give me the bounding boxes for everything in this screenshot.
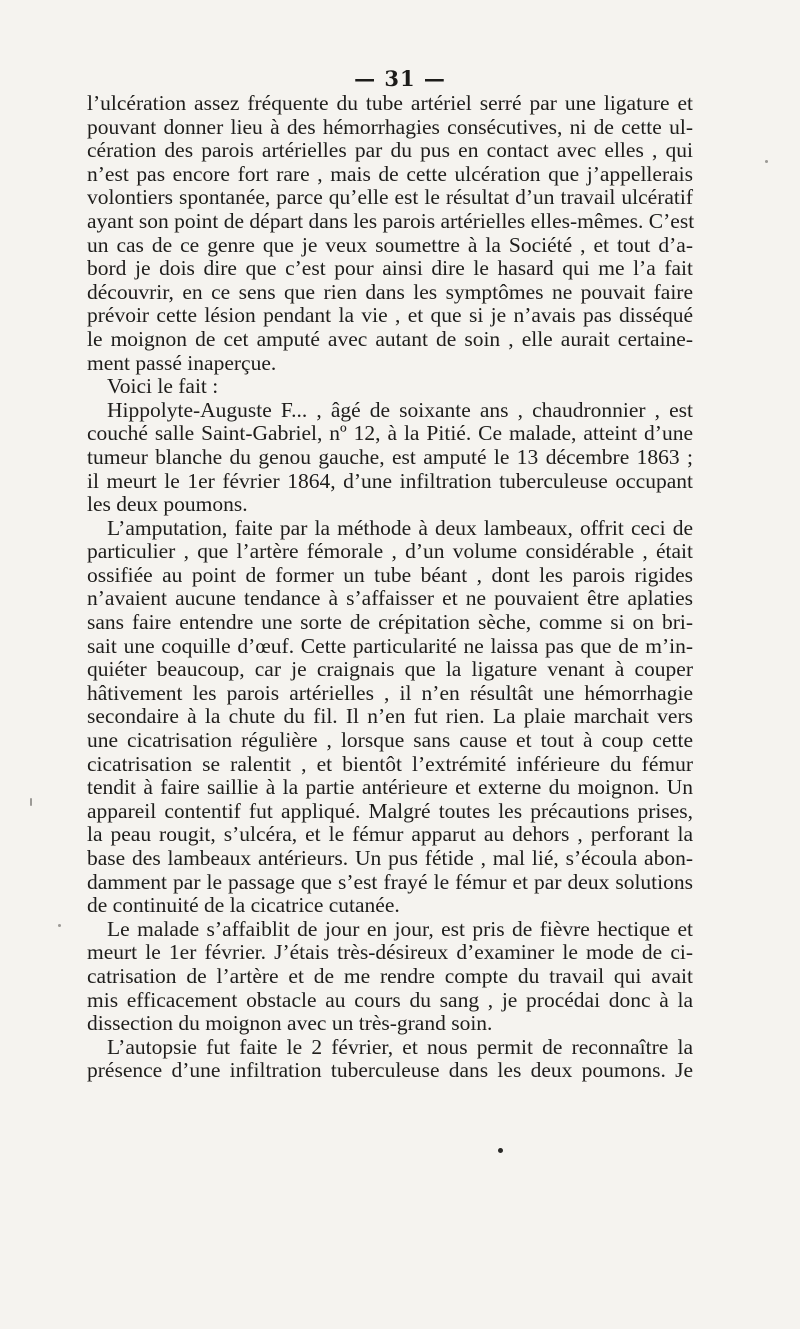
text-line: une cicatrisation régulière , lorsque sans cause et tout à coup cette [87, 728, 693, 753]
text-line: tumeur blanche du genou gauche, est amputé le 13 décembre 1863 ; [87, 444, 693, 469]
page-number: — 31 — [354, 66, 446, 91]
text-line: mis efficacement obstacle au cours du sang , je procédai donc à la [87, 987, 693, 1012]
text-line: tendit à faire saillie à la partie antérieure et externe du moignon. Un [87, 775, 693, 800]
text-line: les deux poumons. [87, 492, 248, 517]
text-line: ment passé inaperçue. [87, 350, 277, 375]
text-line: quiéter beaucoup, car je craignais que la ligature venant à couper [87, 657, 693, 682]
text-line: appareil contentif fut appliqué. Malgré toutes les précautions prises, [87, 798, 693, 823]
text-line: sans faire entendre une sorte de crépitation sèche, comme si on bri- [87, 610, 693, 635]
text-line: catrisation de l’artère et de me rendre compte du travail qui avait [87, 963, 693, 988]
text-line: dissection du moignon avec un très-grand soin. [87, 1011, 493, 1036]
text-line: volontiers spontanée, parce qu’elle est le résultat d’un travail ulcératif [87, 185, 693, 210]
text-line: damment par le passage que s’est frayé le fémur et par deux solutions [87, 869, 693, 894]
text-line: secondaire à la chute du fil. Il n’en fut rien. La plaie marchait vers [87, 704, 693, 729]
text-line: L’autopsie fut faite le 2 février, et nous permit de reconnaître la [107, 1034, 693, 1059]
text-line: base des lambeaux antérieurs. Un pus fétide , mal lié, s’écoula abon- [87, 846, 693, 870]
text-line: la peau rougit, s’ulcéra, et le fémur apparut au dehors , perforant la [87, 822, 693, 847]
text-line: Le malade s’affaiblit de jour en jour, est pris de fièvre hectique et [107, 916, 693, 941]
text-line: meurt le 1er février. J’étais très-désireux d’examiner le mode de ci- [87, 940, 693, 965]
text-line: couché salle Saint-Gabriel, nº 12, à la Pitié. Ce malade, atteint d’une [87, 421, 693, 446]
paper-speck [30, 798, 32, 806]
text-line: sait une coquille d’œuf. Cette particularité ne laissa pas que de m’in- [87, 633, 693, 658]
text-line: pouvant donner lieu à des hémorrhagies consécutives, ni de cette ul- [87, 114, 693, 139]
text-line: hâtivement les parois artérielles , il n’en résultât une hémorrhagie [87, 680, 693, 705]
body-text [87, 92, 693, 1083]
text-line: le moignon de cet amputé avec autant de soin , elle aurait certaine- [87, 326, 693, 351]
text-line: n’avaient aucune tendance à s’affaisser et ne pouvaient être aplaties [87, 586, 693, 611]
text-line: ossifiée au point de former un tube béant , dont les parois rigides [87, 562, 693, 587]
text-line: particulier , que l’artère fémorale , d’un volume considérable , était [87, 539, 693, 564]
paper-speck [765, 160, 768, 163]
text-line: ayant son point de départ dans les parois artérielles elles-mêmes. C’est [87, 208, 695, 233]
text-line: prévoir cette lésion pendant la vie , et que si je n’avais pas disséqué [87, 303, 693, 328]
text-line: bord je dois dire que c’est pour ainsi dire le hasard qui me l’a fait [87, 256, 693, 281]
text-line: n’est pas encore fort rare , mais de cette ulcération que j’appellerais [87, 161, 693, 186]
text-line: cicatrisation se ralentit , et bientôt l’extrémité inférieure du fémur [87, 751, 693, 776]
text-line: découvrir, en ce sens que rien dans les symptômes ne pouvait faire [87, 279, 693, 304]
text-line: cération des parois artérielles par du pus en contact avec elles , qui [87, 138, 693, 163]
text-line: présence d’une infiltration tuberculeuse dans les deux poumons. Je [87, 1058, 693, 1083]
text-line: Voici le fait : [107, 374, 219, 399]
text-line: un cas de ce genre que je veux soumettre à la Société , et tout d’a- [87, 232, 693, 257]
ink-dot [498, 1148, 503, 1153]
text-line: Hippolyte-Auguste F... , âgé de soixante ans , chaudronnier , est [107, 397, 693, 422]
paper-speck [58, 924, 61, 927]
text-line: il meurt le 1er février 1864, d’une infiltration tuberculeuse occupant [87, 468, 693, 493]
text-line: de continuité de la cicatrice cutanée. [87, 893, 400, 918]
text-line: l’ulcération assez fréquente du tube artériel serré par une ligature et [87, 91, 693, 115]
text-line: L’amputation, faite par la méthode à deux lambeaux, offrit ceci de [107, 515, 693, 540]
